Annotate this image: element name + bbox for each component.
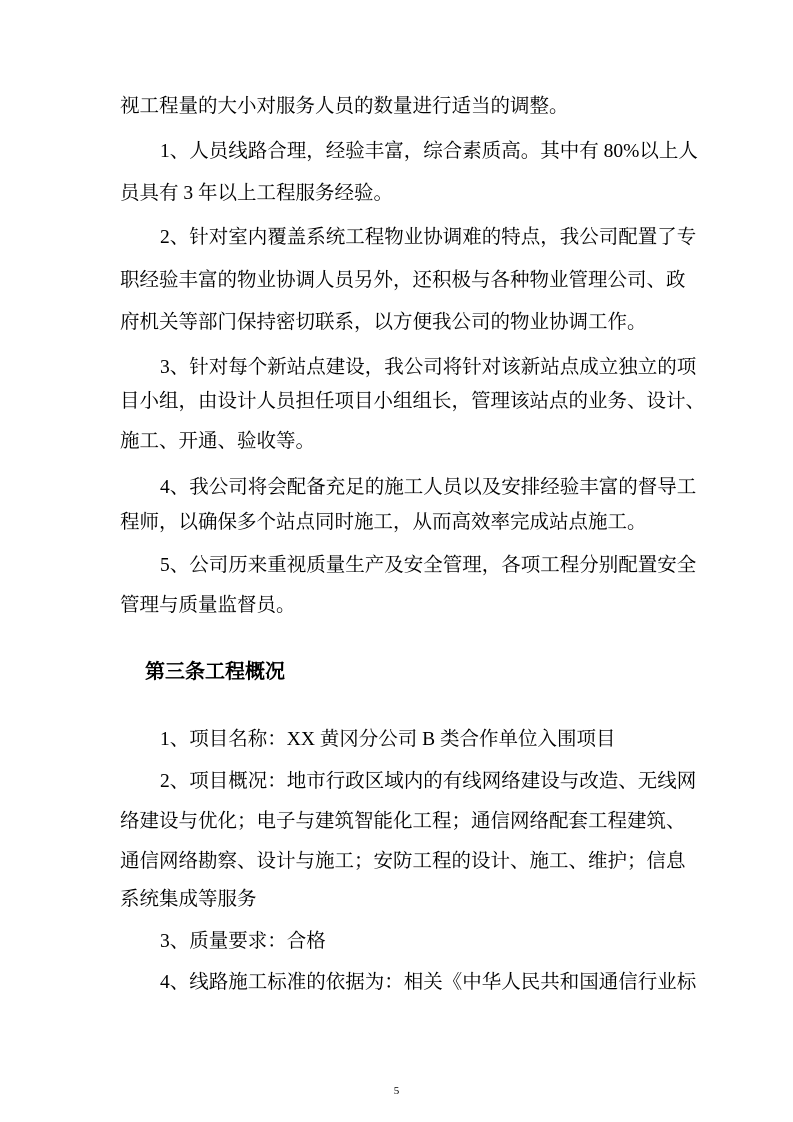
paragraph-line: 程师，以确保多个站点同时施工，从而高效率完成站点施工。 [120,512,647,533]
paragraph-line: 1、项目名称：XX 黄冈分公司 B 类合作单位入围项目 [160,729,616,750]
paragraph-line: 2、针对室内覆盖系统工程物业协调难的特点，我公司配置了专 [160,227,697,248]
paragraph-line: 2、项目概况：地市行政区域内的有线网络建设与改造、无线网 [160,771,697,792]
paragraph-line: 施工、开通、验收等。 [120,431,316,452]
paragraph-line: 系统集成等服务 [120,889,257,910]
section-heading: 第三条工程概况 [145,659,285,683]
paragraph-line: 府机关等部门保持密切联系，以方便我公司的物业协调工作。 [120,312,647,333]
paragraph-line: 络建设与优化；电子与建筑智能化工程；通信网络配套工程建筑、 [120,811,686,832]
paragraph-line: 3、针对每个新站点建设，我公司将针对该新站点成立独立的项 [160,357,697,378]
page-number: 5 [393,1085,400,1097]
paragraph-line: 管理与质量监督员。 [120,595,296,616]
paragraph-line: 员具有 3 年以上工程服务经验。 [120,183,394,204]
paragraph-line: 视工程量的大小对服务人员的数量进行适当的调整。 [120,96,569,117]
paragraph-line: 5、公司历来重视质量生产及安全管理，各项工程分别配置安全 [160,555,697,576]
paragraph-line: 目小组，由设计人员担任项目小组组长，管理该站点的业务、设计、 [120,391,706,412]
paragraph-line: 1、人员线路合理，经验丰富，综合素质高。其中有 80%以上人 [160,141,698,162]
paragraph-line: 4、我公司将会配备充足的施工人员以及安排经验丰富的督导工 [160,477,697,498]
paragraph-line: 4、线路施工标准的依据为：相关《中华人民共和国通信行业标 [160,972,697,993]
paragraph-line: 职经验丰富的物业协调人员另外，还积极与各种物业管理公司、政 [120,270,686,291]
paragraph-line: 通信网络勘察、设计与施工；安防工程的设计、施工、维护；信息 [120,851,686,872]
paragraph-line: 3、质量要求：合格 [160,931,326,952]
